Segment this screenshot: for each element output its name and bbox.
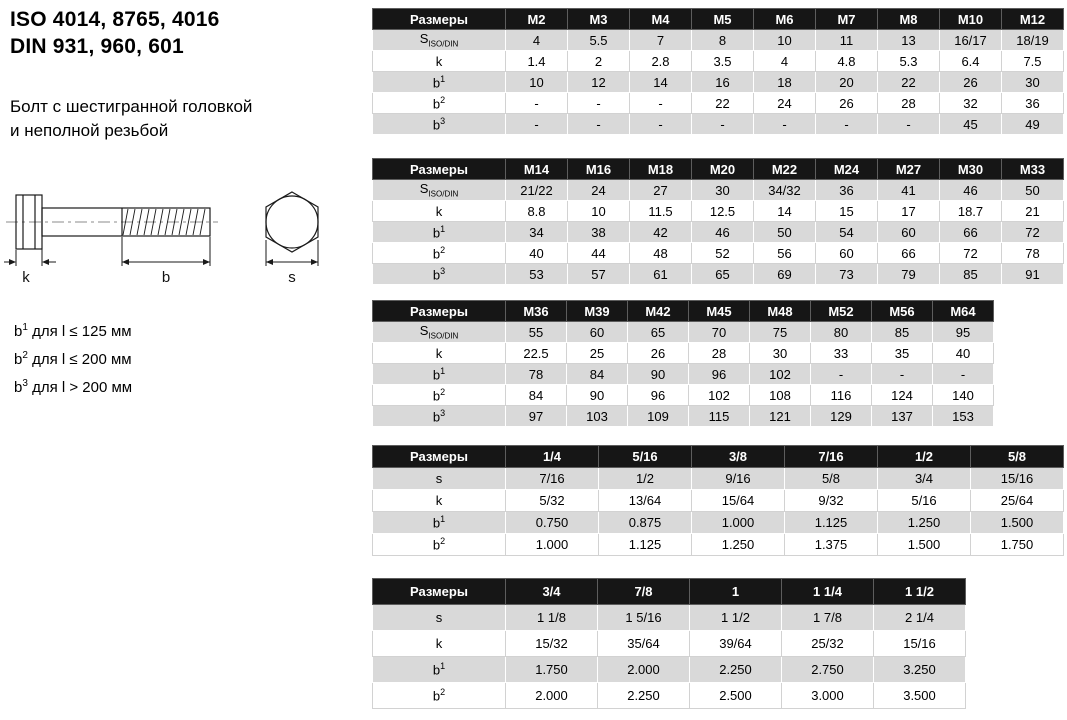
table-cell: 57 xyxy=(568,264,630,285)
row-label: $b^1$ xyxy=(373,364,506,385)
table-cell: 55 xyxy=(506,322,567,343)
size-column-header: M27 xyxy=(878,159,940,180)
table-cell: 44 xyxy=(568,243,630,264)
table-cell: 2.8 xyxy=(630,51,692,72)
table-cell: 22 xyxy=(692,93,754,114)
table-cell: 21 xyxy=(1002,201,1064,222)
table-cell: 96 xyxy=(689,364,750,385)
table-cell: 60 xyxy=(816,243,878,264)
table-cell: - xyxy=(630,93,692,114)
table-cell: 18/19 xyxy=(1002,30,1064,51)
table-cell: 30 xyxy=(750,343,811,364)
row-label: $b^3$ xyxy=(373,114,506,135)
table-cell: 1.750 xyxy=(971,534,1064,556)
table-cell: 35 xyxy=(872,343,933,364)
row-label: $b^1$ xyxy=(373,512,506,534)
size-column-header: 1 1/2 xyxy=(874,579,966,605)
size-column-header: M22 xyxy=(754,159,816,180)
row-label: $b^2$ xyxy=(373,534,506,556)
table-cell: 66 xyxy=(940,222,1002,243)
table-cell: 3/4 xyxy=(878,468,971,490)
table-cell: 4.8 xyxy=(816,51,878,72)
table-cell: 22.5 xyxy=(506,343,567,364)
table-cell: 96 xyxy=(628,385,689,406)
table-cell: 18.7 xyxy=(940,201,1002,222)
table-cell: 1.125 xyxy=(785,512,878,534)
table-cell: 8 xyxy=(692,30,754,51)
table-cell: - xyxy=(692,114,754,135)
size-column-header: 1 xyxy=(690,579,782,605)
row-label: $b^2$ xyxy=(373,243,506,264)
table-cell: 7/16 xyxy=(506,468,599,490)
dimension-label-s: s xyxy=(288,269,296,286)
table-cell: 25/32 xyxy=(782,631,874,657)
table-cell: 30 xyxy=(1002,72,1064,93)
size-column-header: M16 xyxy=(568,159,630,180)
table-cell: - xyxy=(878,114,940,135)
note-b3: $b^3$ для l > 200 мм xyxy=(14,378,133,396)
table-cell: 12.5 xyxy=(692,201,754,222)
table-cell: 40 xyxy=(506,243,568,264)
table-cell: 42 xyxy=(630,222,692,243)
size-column-header: M3 xyxy=(568,9,630,30)
table-cell: 14 xyxy=(630,72,692,93)
table-cell: 25/64 xyxy=(971,490,1064,512)
row-label: k xyxy=(373,343,506,364)
size-column-header: M20 xyxy=(692,159,754,180)
note-b1: $b^1$ для l ≤ 125 мм xyxy=(14,322,132,340)
table-cell: 27 xyxy=(630,180,692,201)
table-cell: 13 xyxy=(878,30,940,51)
note-b2: $b^2$ для l ≤ 200 мм xyxy=(14,350,132,368)
table-cell: 10 xyxy=(506,72,568,93)
size-column-header: 3/8 xyxy=(692,446,785,468)
table-cell: 2.500 xyxy=(690,683,782,709)
row-label: k xyxy=(373,201,506,222)
size-column-header: 1/2 xyxy=(878,446,971,468)
dimension-table-2 xyxy=(372,158,1064,285)
dimension-b xyxy=(122,237,210,266)
table-cell: 50 xyxy=(754,222,816,243)
table-cell: 80 xyxy=(811,322,872,343)
size-column-header: M10 xyxy=(940,9,1002,30)
table-cell: 60 xyxy=(567,322,628,343)
dimension-label-k: k xyxy=(22,269,30,286)
row-label: $b^3$ xyxy=(373,264,506,285)
table-cell: 1 1/8 xyxy=(506,605,598,631)
size-column-header: M4 xyxy=(630,9,692,30)
table-cell: 10 xyxy=(754,30,816,51)
table-cell: 48 xyxy=(630,243,692,264)
table-cell: 73 xyxy=(816,264,878,285)
table-cell: 9/16 xyxy=(692,468,785,490)
table-cell: 49 xyxy=(1002,114,1064,135)
table-cell: 5/16 xyxy=(878,490,971,512)
table-cell: 53 xyxy=(506,264,568,285)
table-cell: 28 xyxy=(878,93,940,114)
table-cell: 16 xyxy=(692,72,754,93)
table-cell: 24 xyxy=(754,93,816,114)
table-cell: - xyxy=(816,114,878,135)
dimension-label-b: b xyxy=(161,269,171,286)
table-cell: 85 xyxy=(940,264,1002,285)
table-cell: 1.4 xyxy=(506,51,568,72)
dimensions-header: Размеры xyxy=(373,9,506,30)
row-label: $b^2$ xyxy=(373,93,506,114)
table-cell: 97 xyxy=(506,406,567,427)
page-title-din: DIN 931, 960, 601 xyxy=(10,35,184,59)
page-subtitle-line2: и неполной резьбой xyxy=(10,121,169,141)
table-cell: 17 xyxy=(878,201,940,222)
table-cell: 109 xyxy=(628,406,689,427)
table-cell: 11.5 xyxy=(630,201,692,222)
table-cell: 5.5 xyxy=(568,30,630,51)
row-label: $S_{ISO/DIN}$ xyxy=(373,322,506,343)
table-cell: 3.500 xyxy=(874,683,966,709)
row-label: $b^2$ xyxy=(373,683,506,709)
dimension-k xyxy=(4,237,56,266)
table-cell: 28 xyxy=(689,343,750,364)
table-cell: - xyxy=(630,114,692,135)
table-cell: 0.875 xyxy=(599,512,692,534)
table-cell: 1.750 xyxy=(506,657,598,683)
bolt-technical-drawing xyxy=(4,190,354,295)
table-cell: 4 xyxy=(754,51,816,72)
table-cell: - xyxy=(811,364,872,385)
table-cell: 4 xyxy=(506,30,568,51)
table-cell: 52 xyxy=(692,243,754,264)
notes-list xyxy=(14,322,132,406)
table-cell: 1.375 xyxy=(785,534,878,556)
size-column-header: M39 xyxy=(567,301,628,322)
table-cell: 129 xyxy=(811,406,872,427)
size-column-header: 7/8 xyxy=(598,579,690,605)
row-label: $b^1$ xyxy=(373,657,506,683)
table-cell: 90 xyxy=(628,364,689,385)
table-cell: 78 xyxy=(506,364,567,385)
size-column-header: M33 xyxy=(1002,159,1064,180)
table-cell: 102 xyxy=(689,385,750,406)
table-cell: 2 xyxy=(568,51,630,72)
table-cell: 3.000 xyxy=(782,683,874,709)
page-title-iso: ISO 4014, 8765, 4016 xyxy=(10,8,220,31)
tables-container xyxy=(372,0,1067,720)
table-cell: 10 xyxy=(568,201,630,222)
table-cell: - xyxy=(506,114,568,135)
size-column-header: M48 xyxy=(750,301,811,322)
table-cell: 2.250 xyxy=(598,683,690,709)
table-cell: 50 xyxy=(1002,180,1064,201)
table-cell: 1.500 xyxy=(971,512,1064,534)
table-cell: 39/64 xyxy=(690,631,782,657)
size-column-header: 5/8 xyxy=(971,446,1064,468)
table-cell: 5/32 xyxy=(506,490,599,512)
table-cell: 26 xyxy=(628,343,689,364)
table-cell: 1.250 xyxy=(692,534,785,556)
size-column-header: M6 xyxy=(754,9,816,30)
table-cell: 90 xyxy=(567,385,628,406)
dimension-s xyxy=(266,240,318,266)
row-label: $S_{ISO/DIN}$ xyxy=(373,180,506,201)
table-cell: 72 xyxy=(1002,222,1064,243)
table-cell: 65 xyxy=(628,322,689,343)
table-cell: - xyxy=(568,93,630,114)
table-cell: 2.000 xyxy=(598,657,690,683)
table-cell: 32 xyxy=(940,93,1002,114)
table-cell: 26 xyxy=(816,93,878,114)
table-cell: 116 xyxy=(811,385,872,406)
row-label: k xyxy=(373,490,506,512)
table-cell: 34 xyxy=(506,222,568,243)
table-cell: 25 xyxy=(567,343,628,364)
table-cell: - xyxy=(872,364,933,385)
table-cell: - xyxy=(754,114,816,135)
table-cell: 2 1/4 xyxy=(874,605,966,631)
table-cell: 30 xyxy=(692,180,754,201)
table-cell: 15/16 xyxy=(971,468,1064,490)
table-cell: 1 5/16 xyxy=(598,605,690,631)
table-cell: 26 xyxy=(940,72,1002,93)
table-cell: 2.250 xyxy=(690,657,782,683)
table-cell: 56 xyxy=(754,243,816,264)
table-cell: 1.000 xyxy=(506,534,599,556)
row-label: $b^3$ xyxy=(373,406,506,427)
table-cell: 54 xyxy=(816,222,878,243)
size-column-header: M14 xyxy=(506,159,568,180)
table-cell: 24 xyxy=(568,180,630,201)
row-label: $S_{ISO/DIN}$ xyxy=(373,30,506,51)
hexagon-outline xyxy=(266,192,318,252)
size-column-header: M18 xyxy=(630,159,692,180)
table-cell: 21/22 xyxy=(506,180,568,201)
table-cell: 11 xyxy=(816,30,878,51)
row-label: s xyxy=(373,605,506,631)
table-cell: 69 xyxy=(754,264,816,285)
table-cell: 15/32 xyxy=(506,631,598,657)
table-cell: 95 xyxy=(933,322,994,343)
page-subtitle-line1: Болт с шестигранной головкой xyxy=(10,96,253,116)
row-label: $b^1$ xyxy=(373,72,506,93)
size-column-header: M64 xyxy=(933,301,994,322)
table-cell: 115 xyxy=(689,406,750,427)
table-cell: 140 xyxy=(933,385,994,406)
table-cell: 40 xyxy=(933,343,994,364)
table-cell: 18 xyxy=(754,72,816,93)
table-cell: 65 xyxy=(692,264,754,285)
table-cell: 41 xyxy=(878,180,940,201)
size-column-header: M5 xyxy=(692,9,754,30)
table-cell: 8.8 xyxy=(506,201,568,222)
row-label: $b^2$ xyxy=(373,385,506,406)
table-cell: 84 xyxy=(567,364,628,385)
table-cell: 9/32 xyxy=(785,490,878,512)
table-cell: 13/64 xyxy=(599,490,692,512)
table-cell: 7.5 xyxy=(1002,51,1064,72)
table-cell: 36 xyxy=(816,180,878,201)
dimension-table-5 xyxy=(372,578,966,709)
row-label: k xyxy=(373,631,506,657)
left-info-panel xyxy=(10,6,366,144)
size-column-header: 1 1/4 xyxy=(782,579,874,605)
table-cell: 3.5 xyxy=(692,51,754,72)
table-cell: 79 xyxy=(878,264,940,285)
size-column-header: M24 xyxy=(816,159,878,180)
table-cell: - xyxy=(568,114,630,135)
table-cell: 91 xyxy=(1002,264,1064,285)
table-cell: 66 xyxy=(878,243,940,264)
dimensions-header: Размеры xyxy=(373,579,506,605)
table-cell: 1.250 xyxy=(878,512,971,534)
size-column-header: M30 xyxy=(940,159,1002,180)
table-cell: 34/32 xyxy=(754,180,816,201)
table-cell: 75 xyxy=(750,322,811,343)
table-cell: 45 xyxy=(940,114,1002,135)
table-cell: 22 xyxy=(878,72,940,93)
table-cell: - xyxy=(506,93,568,114)
dimension-table-3 xyxy=(372,300,994,427)
table-cell: 46 xyxy=(692,222,754,243)
table-cell: 36 xyxy=(1002,93,1064,114)
table-cell: 70 xyxy=(689,322,750,343)
size-column-header: M52 xyxy=(811,301,872,322)
size-column-header: M56 xyxy=(872,301,933,322)
row-label: k xyxy=(373,51,506,72)
page-subtitle xyxy=(10,95,366,144)
table-cell: 5/8 xyxy=(785,468,878,490)
table-cell: 78 xyxy=(1002,243,1064,264)
table-cell: 60 xyxy=(878,222,940,243)
hex-head-end-view xyxy=(266,192,318,252)
table-cell: 0.750 xyxy=(506,512,599,534)
table-cell: 85 xyxy=(872,322,933,343)
size-column-header: M36 xyxy=(506,301,567,322)
size-column-header: M45 xyxy=(689,301,750,322)
table-cell: 137 xyxy=(872,406,933,427)
size-column-header: M7 xyxy=(816,9,878,30)
table-cell: 2.750 xyxy=(782,657,874,683)
table-cell: 61 xyxy=(630,264,692,285)
table-cell: - xyxy=(933,364,994,385)
size-column-header: 5/16 xyxy=(599,446,692,468)
table-cell: 1.000 xyxy=(692,512,785,534)
size-column-header: 1/4 xyxy=(506,446,599,468)
dimension-table-1 xyxy=(372,8,1064,135)
size-column-header: M8 xyxy=(878,9,940,30)
table-cell: 84 xyxy=(506,385,567,406)
table-cell: 20 xyxy=(816,72,878,93)
size-column-header: M42 xyxy=(628,301,689,322)
size-column-header: 7/16 xyxy=(785,446,878,468)
table-cell: 46 xyxy=(940,180,1002,201)
table-cell: 7 xyxy=(630,30,692,51)
table-cell: 103 xyxy=(567,406,628,427)
table-cell: 15/16 xyxy=(874,631,966,657)
table-cell: 153 xyxy=(933,406,994,427)
table-cell: 35/64 xyxy=(598,631,690,657)
inscribed-circle xyxy=(266,196,318,248)
table-cell: 1 7/8 xyxy=(782,605,874,631)
page-title xyxy=(10,6,366,61)
table-cell: 15/64 xyxy=(692,490,785,512)
table-cell: 6.4 xyxy=(940,51,1002,72)
table-cell: 1.125 xyxy=(599,534,692,556)
size-column-header: M12 xyxy=(1002,9,1064,30)
table-cell: 72 xyxy=(940,243,1002,264)
row-label: s xyxy=(373,468,506,490)
size-column-header: 3/4 xyxy=(506,579,598,605)
row-label: $b^1$ xyxy=(373,222,506,243)
dimension-table-4 xyxy=(372,445,1064,556)
table-cell: 108 xyxy=(750,385,811,406)
table-cell: 15 xyxy=(816,201,878,222)
table-cell: 14 xyxy=(754,201,816,222)
dimensions-header: Размеры xyxy=(373,159,506,180)
dimensions-header: Размеры xyxy=(373,301,506,322)
size-column-header: M2 xyxy=(506,9,568,30)
table-cell: 5.3 xyxy=(878,51,940,72)
dimensions-header: Размеры xyxy=(373,446,506,468)
table-cell: 12 xyxy=(568,72,630,93)
table-cell: 102 xyxy=(750,364,811,385)
table-cell: 2.000 xyxy=(506,683,598,709)
table-cell: 3.250 xyxy=(874,657,966,683)
table-cell: 1.500 xyxy=(878,534,971,556)
table-cell: 16/17 xyxy=(940,30,1002,51)
table-cell: 1/2 xyxy=(599,468,692,490)
table-cell: 1 1/2 xyxy=(690,605,782,631)
table-cell: 121 xyxy=(750,406,811,427)
table-cell: 124 xyxy=(872,385,933,406)
table-cell: 38 xyxy=(568,222,630,243)
table-cell: 33 xyxy=(811,343,872,364)
